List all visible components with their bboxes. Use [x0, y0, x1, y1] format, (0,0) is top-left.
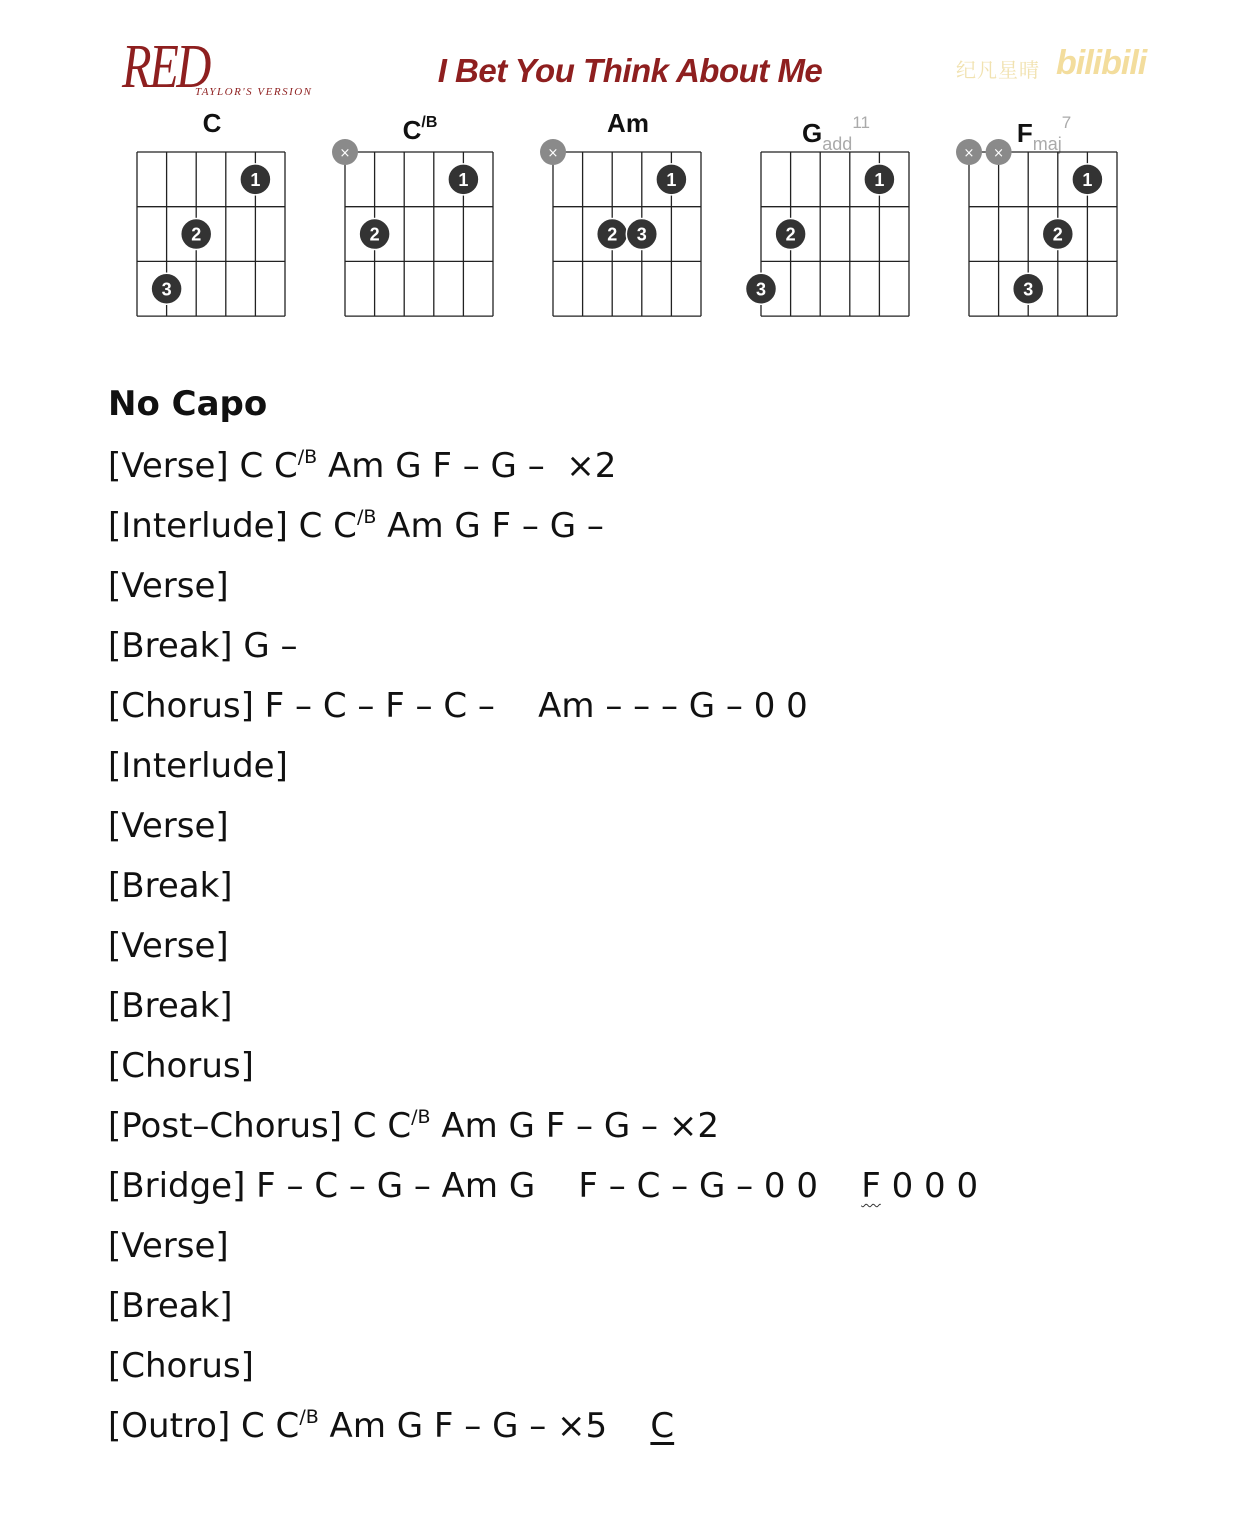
- slash-bass: /B: [411, 1106, 431, 1128]
- finger-dot: [240, 164, 271, 195]
- progression-text: [Post–Chorus] C C: [108, 1106, 412, 1146]
- progression-text: [Break]: [108, 866, 233, 906]
- chord-quality: maj: [1032, 134, 1062, 154]
- muted-string-icon: [956, 139, 982, 165]
- progression-line: [108, 1096, 1208, 1156]
- progression-text: [Verse]: [108, 566, 229, 606]
- capo-label: No Capo: [108, 384, 268, 424]
- progression-line: [108, 1216, 1208, 1276]
- progression-text: 0 0 0: [880, 1166, 979, 1206]
- fretboard-grid: [300, 96, 540, 336]
- chord-diagram: [92, 96, 332, 336]
- progression-text: [Interlude] C C: [108, 506, 357, 546]
- progression-text: Am G F – G – ×2: [317, 446, 617, 486]
- finger-dot: [151, 273, 182, 304]
- finger-number: 2: [369, 224, 380, 245]
- progression-text: [Break]: [108, 1286, 233, 1326]
- muted-string-icon: [332, 139, 358, 165]
- fretboard-grid: [508, 96, 748, 336]
- finger-dot: [1042, 219, 1073, 250]
- slash-bass: /B: [297, 446, 318, 468]
- finger-dot: [359, 219, 390, 250]
- finger-number: 1: [250, 169, 261, 190]
- fretboard-grid: [924, 96, 1164, 336]
- fretboard-grid: [92, 96, 332, 336]
- progression-line: [108, 1276, 1208, 1336]
- red-album-logo: RED: [122, 33, 209, 101]
- finger-number: 2: [1052, 224, 1063, 245]
- finger-number: 3: [161, 279, 172, 300]
- finger-dot: [864, 164, 895, 195]
- chord-root: Am: [607, 108, 649, 138]
- finger-number: 1: [666, 169, 677, 190]
- chord-quality: add: [822, 134, 853, 154]
- progression-text: [Verse]: [108, 806, 229, 846]
- progression-text: [Chorus] F – C – F – C – Am – – – G – 0 0: [108, 686, 808, 726]
- finger-number: 3: [636, 224, 647, 245]
- progression-line: [108, 736, 1208, 796]
- slash-bass: /B: [356, 506, 377, 528]
- progression-line: [108, 676, 1208, 736]
- chord-diagrams: [0, 0, 1256, 340]
- progression-text: [Outro] C C: [108, 1406, 300, 1446]
- chord-root: F: [1016, 118, 1033, 148]
- finger-dot: [448, 164, 479, 195]
- watermark-author: 纪凡星晴: [956, 58, 1040, 82]
- fretboard-grid: [716, 96, 956, 336]
- finger-number: 3: [755, 279, 767, 300]
- chord-diagram: [508, 96, 748, 336]
- chord-extension: 7: [1061, 113, 1072, 132]
- progression-line: [108, 496, 1208, 556]
- progression-text: Am G F – G – ×5: [318, 1406, 651, 1446]
- progression-text: [Verse]: [108, 1226, 229, 1266]
- svg-text:×: ×: [547, 146, 559, 161]
- finger-dot: [656, 164, 687, 195]
- finger-number: 1: [1082, 169, 1093, 190]
- progression-text: [Verse] C C: [108, 446, 298, 486]
- progression-text: F: [861, 1166, 881, 1206]
- progression-line: [108, 1336, 1208, 1396]
- progression-line: [108, 796, 1208, 856]
- svg-text:×: ×: [993, 146, 1005, 161]
- svg-text:×: ×: [963, 146, 975, 161]
- finger-number: 2: [191, 224, 202, 245]
- finger-dot: [775, 219, 806, 250]
- finger-dot: [597, 219, 628, 250]
- finger-number: 1: [874, 169, 885, 190]
- finger-number: 3: [1023, 279, 1034, 300]
- progression-line: [108, 1396, 1208, 1456]
- progression-lines: [108, 436, 1208, 1456]
- progression-line: [108, 436, 1208, 496]
- muted-string-icon: [540, 139, 566, 165]
- chord-root: G: [802, 118, 823, 148]
- chord-diagram: [924, 96, 1164, 336]
- finger-dot: [181, 219, 212, 250]
- chord-root: C: [402, 115, 422, 145]
- progression-text: [Verse]: [108, 926, 229, 966]
- song-title: I Bet You Think About Me: [437, 52, 823, 89]
- progression-text: [Chorus]: [108, 1346, 254, 1386]
- finger-number: 1: [458, 169, 469, 190]
- chord-root: C: [202, 108, 222, 138]
- progression-text: C: [650, 1406, 675, 1446]
- chord-extension: 11: [852, 113, 870, 132]
- chord-extension: /B: [421, 114, 438, 131]
- slash-bass: /B: [299, 1406, 319, 1428]
- bilibili-logo: bilibili: [1056, 44, 1147, 82]
- progression-text: [Bridge] F – C – G – Am G F – C – G – 0 0: [108, 1166, 862, 1206]
- progression-text: [Interlude]: [108, 746, 288, 786]
- chord-diagram: [716, 96, 956, 336]
- finger-dot: [746, 273, 777, 304]
- taylors-version-label: TAYLOR'S VERSION: [195, 86, 313, 98]
- progression-line: [108, 1156, 1208, 1216]
- progression-line: [108, 556, 1208, 616]
- progression-text: Am G F – G –: [376, 506, 604, 546]
- progression-line: [108, 856, 1208, 916]
- progression-text: Am G F – G – ×2: [430, 1106, 719, 1146]
- finger-number: 2: [785, 224, 796, 245]
- chord-diagram: [300, 96, 540, 336]
- progression-text: [Chorus]: [108, 1046, 254, 1086]
- svg-text:×: ×: [339, 146, 351, 161]
- muted-string-icon: [986, 139, 1012, 165]
- finger-number: 2: [607, 224, 618, 245]
- progression-line: [108, 616, 1208, 676]
- progression-line: [108, 976, 1208, 1036]
- progression-line: [108, 916, 1208, 976]
- chord-sheet: [108, 378, 1208, 1456]
- finger-dot: [1072, 164, 1103, 195]
- progression-text: [Break] G –: [108, 626, 298, 666]
- finger-dot: [1013, 273, 1044, 304]
- progression-text: [Break]: [108, 986, 233, 1026]
- progression-line: [108, 1036, 1208, 1096]
- finger-dot: [626, 219, 657, 250]
